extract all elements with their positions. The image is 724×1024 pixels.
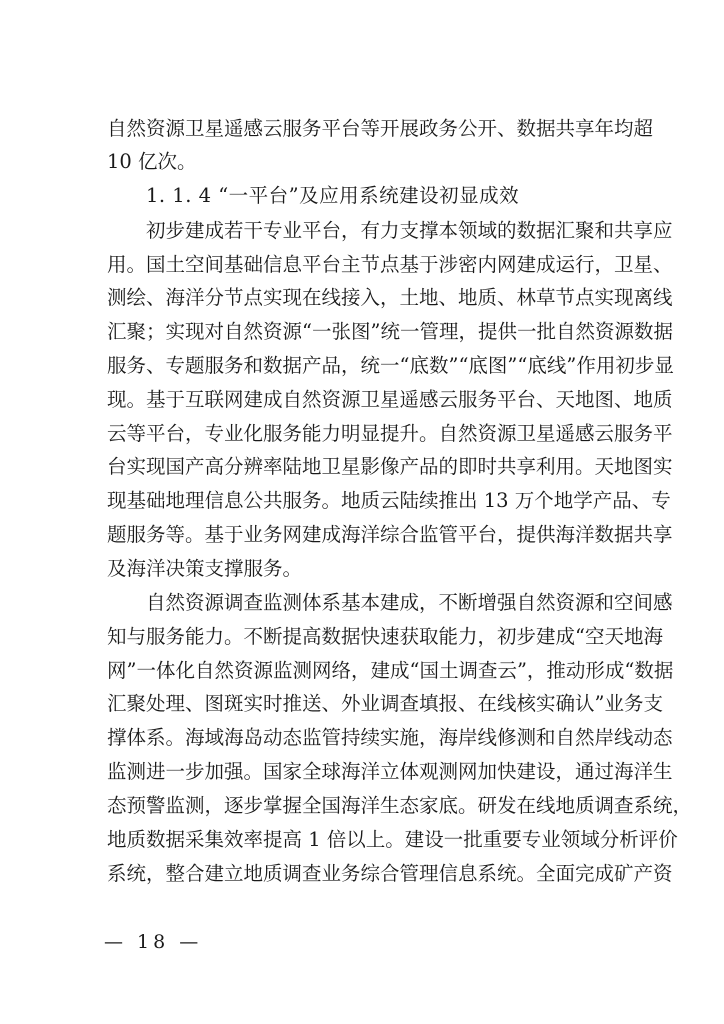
text-line: 现。基于互联网建成自然资源卫星遥感云服务平台、天地图、地质: [107, 388, 673, 411]
text-line: 服务、专题服务和数据产品，统一“底数”“底图”“底线”作用初步显: [107, 354, 674, 377]
text-line: 台实现国产高分辨率陆地卫星影像产品的即时共享利用。天地图实: [107, 455, 673, 478]
text-line: 地质数据采集效率提高 1 倍以上。建设一批重要专业领域分析评价: [107, 828, 678, 851]
text-line: 系统，整合建立地质调查业务综合管理信息系统。全面完成矿产资: [107, 862, 673, 885]
text-line: 10 亿次。: [107, 150, 197, 173]
text-line: 自然资源调查监测体系基本建成，不断增强自然资源和空间感: [146, 591, 673, 614]
text-line: 撑体系。海域海岛动态监管持续实施，海岸线修测和自然岸线动态: [107, 726, 673, 749]
text-line: 网”一体化自然资源监测网络，建成“国土调查云”，推动形成“数据: [107, 659, 674, 682]
text-line: 监测进一步加强。国家全球海洋立体观测网加快建设，通过海洋生: [107, 760, 673, 783]
text-line: 汇聚处理、图斑实时推送、外业调查填报、在线核实确认”业务支: [107, 692, 663, 715]
text-line: 用。国土空间基础信息平台主节点基于涉密内网建成运行，卫星、: [107, 253, 673, 276]
text-line: 现基础地理信息公共服务。地质云陆续推出 13 万个地学产品、专: [107, 489, 671, 512]
text-line: 及海洋决策支撑服务。: [107, 557, 303, 580]
text-line: 知与服务能力。不断提高数据快速获取能力，初步建成“空天地海: [107, 625, 663, 648]
text-line: 态预警监测，逐步掌握全国海洋生态家底。研发在线地质调查系统，: [107, 794, 693, 817]
text-line: 初步建成若干专业平台，有力支撑本领域的数据汇聚和共享应: [146, 219, 673, 242]
text-line: 题服务等。基于业务网建成海洋综合监管平台，提供海洋数据共享: [107, 523, 673, 546]
section-heading: 1. 1. 4 “一平台”及应用系统建设初显成效: [146, 184, 520, 207]
text-line: 自然资源卫星遥感云服务平台等开展政务公开、数据共享年均超: [107, 117, 654, 140]
text-line: 汇聚；实现对自然资源“一张图”统一管理，提供一批自然资源数据: [107, 320, 673, 343]
text-line: 云等平台，专业化服务能力明显提升。自然资源卫星遥感云服务平: [107, 422, 673, 445]
page-number: — 18 —: [104, 931, 203, 953]
text-line: 测绘、海洋分节点实现在线接入，土地、地质、林草节点实现离线: [107, 286, 673, 309]
